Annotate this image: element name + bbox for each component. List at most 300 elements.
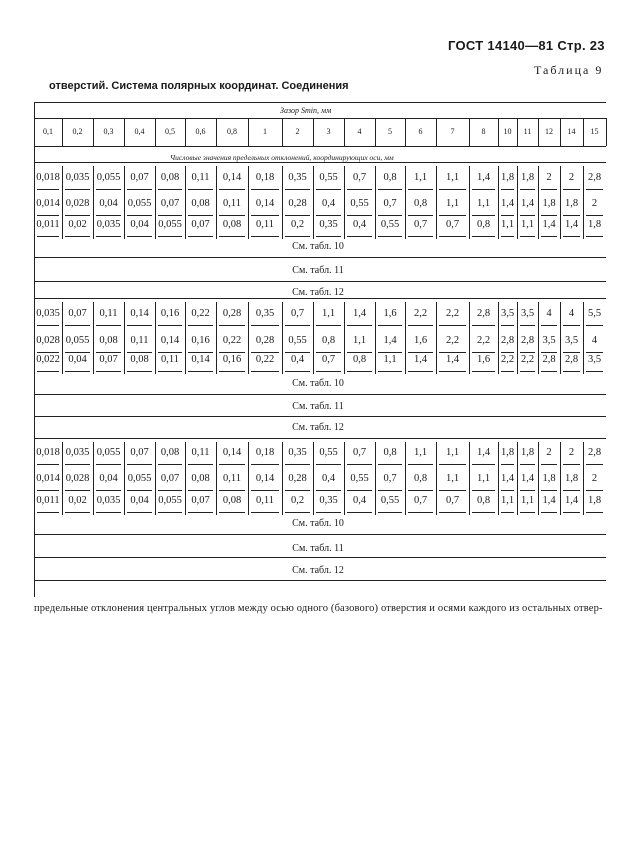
table-rule xyxy=(34,438,606,439)
table-column-rule xyxy=(93,118,94,146)
cell-rule xyxy=(96,490,121,491)
table-cell: 0,22 xyxy=(191,308,210,319)
table-cell: 0,14 xyxy=(222,172,242,183)
table-cell: 0,08 xyxy=(222,219,242,230)
cell-rule xyxy=(65,490,90,491)
column-header: 8 xyxy=(481,127,486,136)
cell-rule xyxy=(316,325,341,326)
table-column-rule xyxy=(185,166,186,239)
table-cell: 0,22 xyxy=(222,335,242,346)
footnote-text: предельные отклонения центральных углов между осью одного (базового) отверстия и осями каждого из остальных отвер- xyxy=(34,603,603,614)
cell-rule xyxy=(316,490,341,491)
table-cell: 0,07 xyxy=(191,495,210,506)
table-rule xyxy=(34,118,606,119)
table-column-rule xyxy=(583,118,584,146)
table-cell: 2 xyxy=(568,172,575,183)
column-header: 12 xyxy=(545,127,553,136)
cell-rule xyxy=(285,512,310,513)
table-cell: 2,2 xyxy=(445,335,460,346)
table-column-rule xyxy=(344,166,345,239)
table-cell: 2 xyxy=(591,473,598,484)
cell-rule xyxy=(127,325,152,326)
table-column-rule xyxy=(498,442,499,515)
table-cell: 1,8 xyxy=(587,495,602,506)
table-cell: 0,16 xyxy=(222,354,242,365)
cell-rule xyxy=(520,512,535,513)
table-cell: 0,08 xyxy=(160,447,180,458)
cell-rule xyxy=(316,512,341,513)
cell-rule xyxy=(541,490,557,491)
table-cell: 2,8 xyxy=(587,172,602,183)
cell-rule xyxy=(188,189,213,190)
cell-rule xyxy=(378,325,402,326)
table-cell: 0,18 xyxy=(255,447,275,458)
table-cell: 0,022 xyxy=(36,354,60,365)
table-column-rule xyxy=(583,442,584,515)
table-cell: 0,07 xyxy=(160,473,180,484)
cell-rule xyxy=(219,490,245,491)
cell-rule xyxy=(408,352,433,353)
cell-rule xyxy=(251,512,279,513)
table-cell: 1,6 xyxy=(383,308,397,319)
cell-rule xyxy=(285,352,310,353)
table-cell: 2 xyxy=(546,447,552,458)
group-header: Зазор Smin, мм xyxy=(280,106,332,115)
cell-rule xyxy=(96,325,121,326)
cell-rule xyxy=(285,464,310,465)
cell-rule xyxy=(408,371,433,372)
table-cell: 0,018 xyxy=(36,172,60,183)
cell-rule xyxy=(541,236,557,237)
table-column-rule xyxy=(538,442,539,515)
cell-rule xyxy=(472,512,495,513)
cell-rule xyxy=(316,352,341,353)
table-column-rule xyxy=(469,302,470,374)
cell-rule xyxy=(37,512,59,513)
table-cell: 1,4 xyxy=(542,219,556,230)
cell-rule xyxy=(378,512,402,513)
cell-rule xyxy=(472,371,495,372)
cell-rule xyxy=(563,371,580,372)
cell-rule xyxy=(219,325,245,326)
column-header: 11 xyxy=(523,127,532,136)
table-rule xyxy=(34,102,606,103)
column-header: 0,5 xyxy=(165,127,175,136)
cell-rule xyxy=(520,215,535,216)
cell-rule xyxy=(188,512,213,513)
cell-rule xyxy=(520,371,535,372)
cell-rule xyxy=(37,189,59,190)
cell-rule xyxy=(586,512,603,513)
cell-rule xyxy=(378,352,402,353)
table-cell: 2 xyxy=(591,198,598,209)
table-column-rule xyxy=(606,118,607,146)
table-column-rule xyxy=(313,166,314,239)
table-cell: 1,4 xyxy=(383,335,397,346)
table-cell: 0,4 xyxy=(352,495,367,506)
table-rule xyxy=(34,298,606,299)
table-cell: 0,7 xyxy=(321,354,336,365)
table-cell: 1,8 xyxy=(500,172,515,183)
cell-rule xyxy=(219,236,245,237)
table-cell: 1,8 xyxy=(542,473,556,484)
table-cell: 0,08 xyxy=(130,354,149,365)
cell-rule xyxy=(347,189,372,190)
cell-rule xyxy=(520,352,535,353)
cell-rule xyxy=(439,464,466,465)
table-column-rule xyxy=(313,118,314,146)
table-column-rule xyxy=(62,442,63,515)
cell-rule xyxy=(127,464,152,465)
table-cell: 1,8 xyxy=(520,447,535,458)
cell-rule xyxy=(347,352,372,353)
cell-rule xyxy=(37,325,59,326)
cell-rule xyxy=(472,215,495,216)
table-cell: 0,02 xyxy=(68,495,87,506)
cell-rule xyxy=(188,325,213,326)
table-cell: 2 xyxy=(546,172,552,183)
table-cell: 0,11 xyxy=(223,198,241,209)
cell-rule xyxy=(501,189,514,190)
table-cell: 0,014 xyxy=(36,473,60,484)
cell-rule xyxy=(158,325,182,326)
table-label: Таблица 9 xyxy=(534,63,604,77)
table-cell: 0,02 xyxy=(68,219,87,230)
table-reference: См. табл. 12 xyxy=(292,422,344,433)
table-column-rule xyxy=(93,166,94,239)
cell-rule xyxy=(65,189,90,190)
table-cell: 0,14 xyxy=(255,473,275,484)
table-cell: 0,07 xyxy=(191,219,210,230)
table-column-rule xyxy=(216,118,217,146)
table-reference: См. табл. 11 xyxy=(292,543,344,554)
cell-rule xyxy=(285,490,310,491)
table-column-rule xyxy=(405,302,406,374)
cell-rule xyxy=(378,490,402,491)
table-column-rule xyxy=(498,302,499,374)
table-cell: 1,6 xyxy=(413,335,428,346)
table-cell: 1,1 xyxy=(445,198,460,209)
cell-rule xyxy=(586,464,603,465)
table-cell: 1,4 xyxy=(445,354,460,365)
table-cell: 0,07 xyxy=(68,308,87,319)
table-cell: 0,055 xyxy=(65,335,90,346)
cell-rule xyxy=(251,490,279,491)
table-cell: 0,55 xyxy=(380,219,400,230)
table-cell: 0,014 xyxy=(36,198,60,209)
cell-rule xyxy=(408,215,433,216)
table-cell: 0,055 xyxy=(127,198,152,209)
table-cell: 0,055 xyxy=(96,172,121,183)
cell-rule xyxy=(127,512,152,513)
cell-rule xyxy=(37,371,59,372)
cell-rule xyxy=(285,371,310,372)
table-cell: 1,6 xyxy=(476,354,491,365)
table-cell: 0,8 xyxy=(383,172,397,183)
cell-rule xyxy=(37,215,59,216)
cell-rule xyxy=(347,371,372,372)
table-column-rule xyxy=(313,442,314,515)
cell-rule xyxy=(501,352,514,353)
cell-rule xyxy=(563,215,580,216)
cell-rule xyxy=(96,215,121,216)
table-cell: 0,11 xyxy=(191,172,210,183)
cell-rule xyxy=(188,464,213,465)
cell-rule xyxy=(541,371,557,372)
table-cell: 1,1 xyxy=(445,172,460,183)
table-column-rule xyxy=(62,166,63,239)
table-reference: См. табл. 10 xyxy=(292,378,344,389)
cell-rule xyxy=(347,512,372,513)
table-cell: 0,055 xyxy=(158,219,182,230)
cell-rule xyxy=(541,464,557,465)
column-header: 6 xyxy=(418,127,423,136)
table-cell: 3,5 xyxy=(500,308,515,319)
table-column-rule xyxy=(375,302,376,374)
table-cell: 0,11 xyxy=(223,473,241,484)
cell-rule xyxy=(285,189,310,190)
table-cell: 0,055 xyxy=(127,473,152,484)
table-cell: 0,4 xyxy=(321,473,336,484)
table-cell: 0,035 xyxy=(96,495,121,506)
cell-rule xyxy=(65,325,90,326)
table-cell: 0,08 xyxy=(222,495,242,506)
cell-rule xyxy=(65,215,90,216)
cell-rule xyxy=(285,215,310,216)
table-column-rule xyxy=(538,118,539,146)
table-column-rule xyxy=(498,118,499,146)
cell-rule xyxy=(251,236,279,237)
cell-rule xyxy=(501,490,514,491)
cell-rule xyxy=(439,512,466,513)
cell-rule xyxy=(563,352,580,353)
cell-rule xyxy=(501,236,514,237)
table-column-rule xyxy=(583,302,584,374)
table-cell: 0,11 xyxy=(130,335,149,346)
table-cell: 1,4 xyxy=(413,354,428,365)
table-cell: 0,035 xyxy=(36,308,60,319)
column-header: 5 xyxy=(388,127,392,136)
table-cell: 2,2 xyxy=(520,354,535,365)
column-header: 1 xyxy=(263,127,267,136)
table-cell: 0,04 xyxy=(99,473,118,484)
table-cell: 3,5 xyxy=(564,335,579,346)
table-cell: 2,2 xyxy=(445,308,460,319)
table-cell: 1,8 xyxy=(500,447,515,458)
column-header: 4 xyxy=(357,127,362,136)
table-cell: 0,18 xyxy=(255,172,275,183)
cell-rule xyxy=(251,189,279,190)
cell-rule xyxy=(501,464,514,465)
table-cell: 0,14 xyxy=(191,354,210,365)
table-cell: 0,035 xyxy=(96,219,121,230)
table-cell: 0,08 xyxy=(191,198,210,209)
table-cell: 0,4 xyxy=(321,198,336,209)
table-cell: 0,07 xyxy=(130,172,149,183)
table-cell: 0,7 xyxy=(290,308,305,319)
cell-rule xyxy=(316,189,341,190)
table-cell: 0,8 xyxy=(413,473,428,484)
cell-rule xyxy=(188,236,213,237)
table-cell: 0,8 xyxy=(476,219,491,230)
table-column-rule xyxy=(517,166,518,239)
table-cell: 0,011 xyxy=(36,495,60,506)
table-cell: 0,55 xyxy=(380,495,400,506)
table-cell: 0,028 xyxy=(65,473,90,484)
column-header: 10 xyxy=(503,127,512,136)
table-column-rule xyxy=(155,118,156,146)
table-cell: 0,35 xyxy=(255,308,275,319)
table-cell: 1,1 xyxy=(383,354,397,365)
table-column-rule xyxy=(34,102,35,597)
table-cell: 0,55 xyxy=(319,172,338,183)
table-cell: 0,7 xyxy=(413,219,428,230)
table-cell: 1,1 xyxy=(445,473,460,484)
table-column-rule xyxy=(313,302,314,374)
cell-rule xyxy=(316,464,341,465)
cell-rule xyxy=(158,215,182,216)
table-cell: 2,8 xyxy=(476,308,491,319)
cell-rule xyxy=(563,189,580,190)
table-cell: 0,11 xyxy=(99,308,118,319)
cell-rule xyxy=(158,236,182,237)
table-column-rule xyxy=(344,442,345,515)
column-header: 0,4 xyxy=(134,127,145,136)
cell-rule xyxy=(96,371,121,372)
table-column-rule xyxy=(436,302,437,374)
column-header: 0,1 xyxy=(43,127,53,136)
table-column-rule xyxy=(469,118,470,146)
cell-rule xyxy=(96,236,121,237)
table-cell: 0,55 xyxy=(319,447,338,458)
table-cell: 2,8 xyxy=(564,354,579,365)
table-cell: 2,8 xyxy=(542,354,556,365)
table-column-rule xyxy=(185,118,186,146)
cell-rule xyxy=(96,512,121,513)
table-cell: 0,14 xyxy=(222,447,242,458)
table-cell: 5,5 xyxy=(587,308,602,319)
table-cell: 0,018 xyxy=(36,447,60,458)
cell-rule xyxy=(541,215,557,216)
table-cell: 0,7 xyxy=(445,219,460,230)
column-header: 15 xyxy=(590,127,599,136)
table-cell: 1,4 xyxy=(352,308,367,319)
table-cell: 0,28 xyxy=(288,198,307,209)
cell-rule xyxy=(408,236,433,237)
table-cell: 1,1 xyxy=(321,308,336,319)
table-column-rule xyxy=(248,118,249,146)
table-column-rule xyxy=(405,166,406,239)
cell-rule xyxy=(378,215,402,216)
table-cell: 1,8 xyxy=(520,172,535,183)
cell-rule xyxy=(408,464,433,465)
cell-rule xyxy=(347,325,372,326)
column-header: 2 xyxy=(295,127,300,136)
cell-rule xyxy=(472,464,495,465)
table-cell: 0,11 xyxy=(191,447,210,458)
table-column-rule xyxy=(498,166,499,239)
cell-rule xyxy=(472,490,495,491)
table-column-rule xyxy=(517,302,518,374)
cell-rule xyxy=(378,371,402,372)
cell-rule xyxy=(586,325,603,326)
table-cell: 0,55 xyxy=(288,335,307,346)
table-cell: 1,1 xyxy=(520,495,535,506)
table-cell: 1,4 xyxy=(564,219,579,230)
cell-rule xyxy=(251,215,279,216)
table-reference: См. табл. 11 xyxy=(292,401,344,412)
table-column-rule xyxy=(124,442,125,515)
cell-rule xyxy=(285,236,310,237)
cell-rule xyxy=(586,352,603,353)
cell-rule xyxy=(158,512,182,513)
table-column-rule xyxy=(344,302,345,374)
table-cell: 1,1 xyxy=(413,447,428,458)
cell-rule xyxy=(127,236,152,237)
table-column-rule xyxy=(538,302,539,374)
cell-rule xyxy=(37,352,59,353)
cell-rule xyxy=(127,215,152,216)
table-cell: 0,28 xyxy=(222,308,242,319)
cell-rule xyxy=(219,215,245,216)
cell-rule xyxy=(158,371,182,372)
table-cell: 0,16 xyxy=(160,308,180,319)
table-cell: 0,35 xyxy=(288,172,307,183)
table-reference: См. табл. 12 xyxy=(292,287,344,298)
table-cell: 0,4 xyxy=(352,219,367,230)
cell-rule xyxy=(563,490,580,491)
table-cell: 0,28 xyxy=(255,335,275,346)
page-header: ГОСТ 14140—81 Стр. 23 xyxy=(448,38,605,53)
table-cell: 0,7 xyxy=(383,198,397,209)
table-cell: 0,55 xyxy=(350,198,369,209)
table-column-rule xyxy=(216,442,217,515)
table-column-rule xyxy=(155,166,156,239)
table-cell: 0,11 xyxy=(161,354,179,365)
cell-rule xyxy=(251,352,279,353)
cell-rule xyxy=(501,371,514,372)
cell-rule xyxy=(219,352,245,353)
table-column-rule xyxy=(93,302,94,374)
table-cell: 0,7 xyxy=(383,473,397,484)
table-column-rule xyxy=(560,118,561,146)
table-cell: 0,07 xyxy=(130,447,149,458)
table-column-rule xyxy=(560,166,561,239)
cell-rule xyxy=(96,352,121,353)
table-column-rule xyxy=(344,118,345,146)
table-column-rule xyxy=(282,166,283,239)
table-cell: 1,4 xyxy=(500,198,515,209)
table-rule xyxy=(34,162,606,163)
cell-rule xyxy=(439,236,466,237)
table-cell: 1,8 xyxy=(542,198,556,209)
cell-rule xyxy=(127,490,152,491)
table-reference: См. табл. 12 xyxy=(292,565,344,576)
cell-rule xyxy=(472,352,495,353)
cell-rule xyxy=(501,512,514,513)
cell-rule xyxy=(251,371,279,372)
cell-rule xyxy=(158,490,182,491)
cell-rule xyxy=(37,464,59,465)
cell-rule xyxy=(586,490,603,491)
table-cell: 0,7 xyxy=(352,447,367,458)
table-column-rule xyxy=(405,118,406,146)
table-cell: 2,8 xyxy=(520,335,535,346)
table-column-rule xyxy=(375,442,376,515)
table-cell: 0,8 xyxy=(476,495,491,506)
cell-rule xyxy=(65,371,90,372)
cell-rule xyxy=(520,325,535,326)
